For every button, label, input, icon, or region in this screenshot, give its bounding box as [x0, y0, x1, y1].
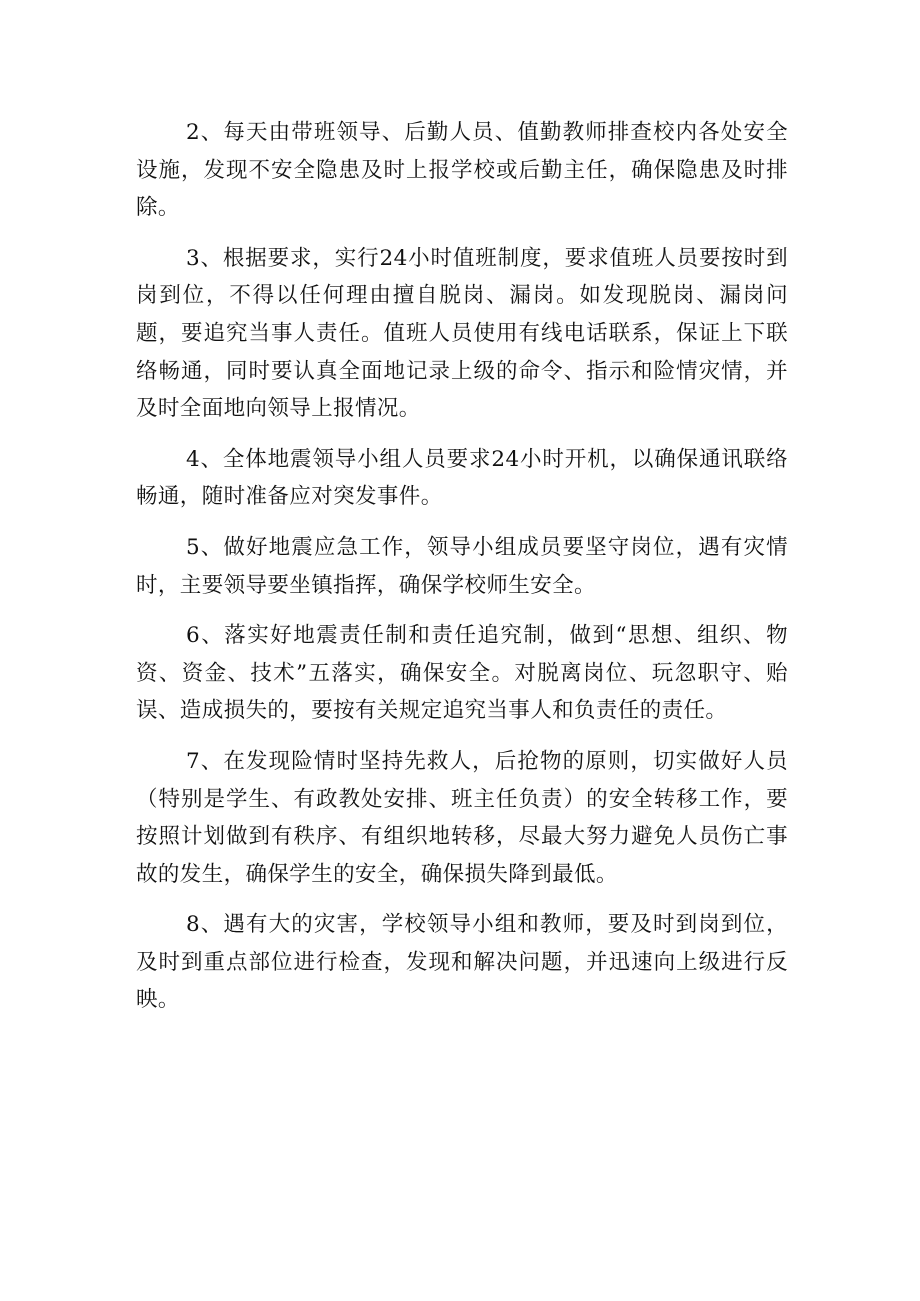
document-body: [136, 114, 788, 1032]
paragraph-item-6: 6、落实好地震责任制和责任追究制，做到“思想、组织、物资、资金、技术”五落实，确保安全。对脱离岗位、玩忽职守、贻误、造成损失的，要按有关规定追究当事人和负责任的责任。: [136, 623, 788, 724]
paragraph-item-3: 3、根据要求，实行24小时值班制度，要求值班人员要按时到岗到位，不得以任何理由擅自脱岗、漏岗。如发现脱岗、漏岗问题，要追究当事人责任。值班人员使用有线电话联系，保证上下联络畅通，同时要认真全面地记录上级的命令、指示和险情灾情，并及时全面地向领导上报情况。: [136, 245, 788, 422]
paragraph-item-2: 2、每天由带班领导、后勤人员、值勤教师排查校内各处安全设施，发现不安全隐患及时上报学校或后勤主任，确保隐患及时排除。: [136, 120, 788, 221]
paragraph-item-4: 4、全体地震领导小组人员要求24小时开机，以确保通讯联络畅通，随时准备应对突发事件。: [136, 446, 788, 510]
paragraph-item-8: 8、遇有大的灾害，学校领导小组和教师，要及时到岗到位，及时到重点部位进行检查，发现和解决问题，并迅速向上级进行反映。: [136, 912, 788, 1013]
paragraph-item-5: 5、做好地震应急工作，领导小组成员要坚守岗位，遇有灾情时，主要领导要坐镇指挥，确保学校师生安全。: [136, 534, 788, 598]
paragraph-item-7: 7、在发现险情时坚持先救人，后抢物的原则，切实做好人员（特别是学生、有政教处安排、班主任负责）的安全转移工作，要按照计划做到有秩序、有组织地转移，尽最大努力避免人员伤亡事故的发生，确保学生的安全，确保损失降到最低。: [136, 748, 788, 887]
